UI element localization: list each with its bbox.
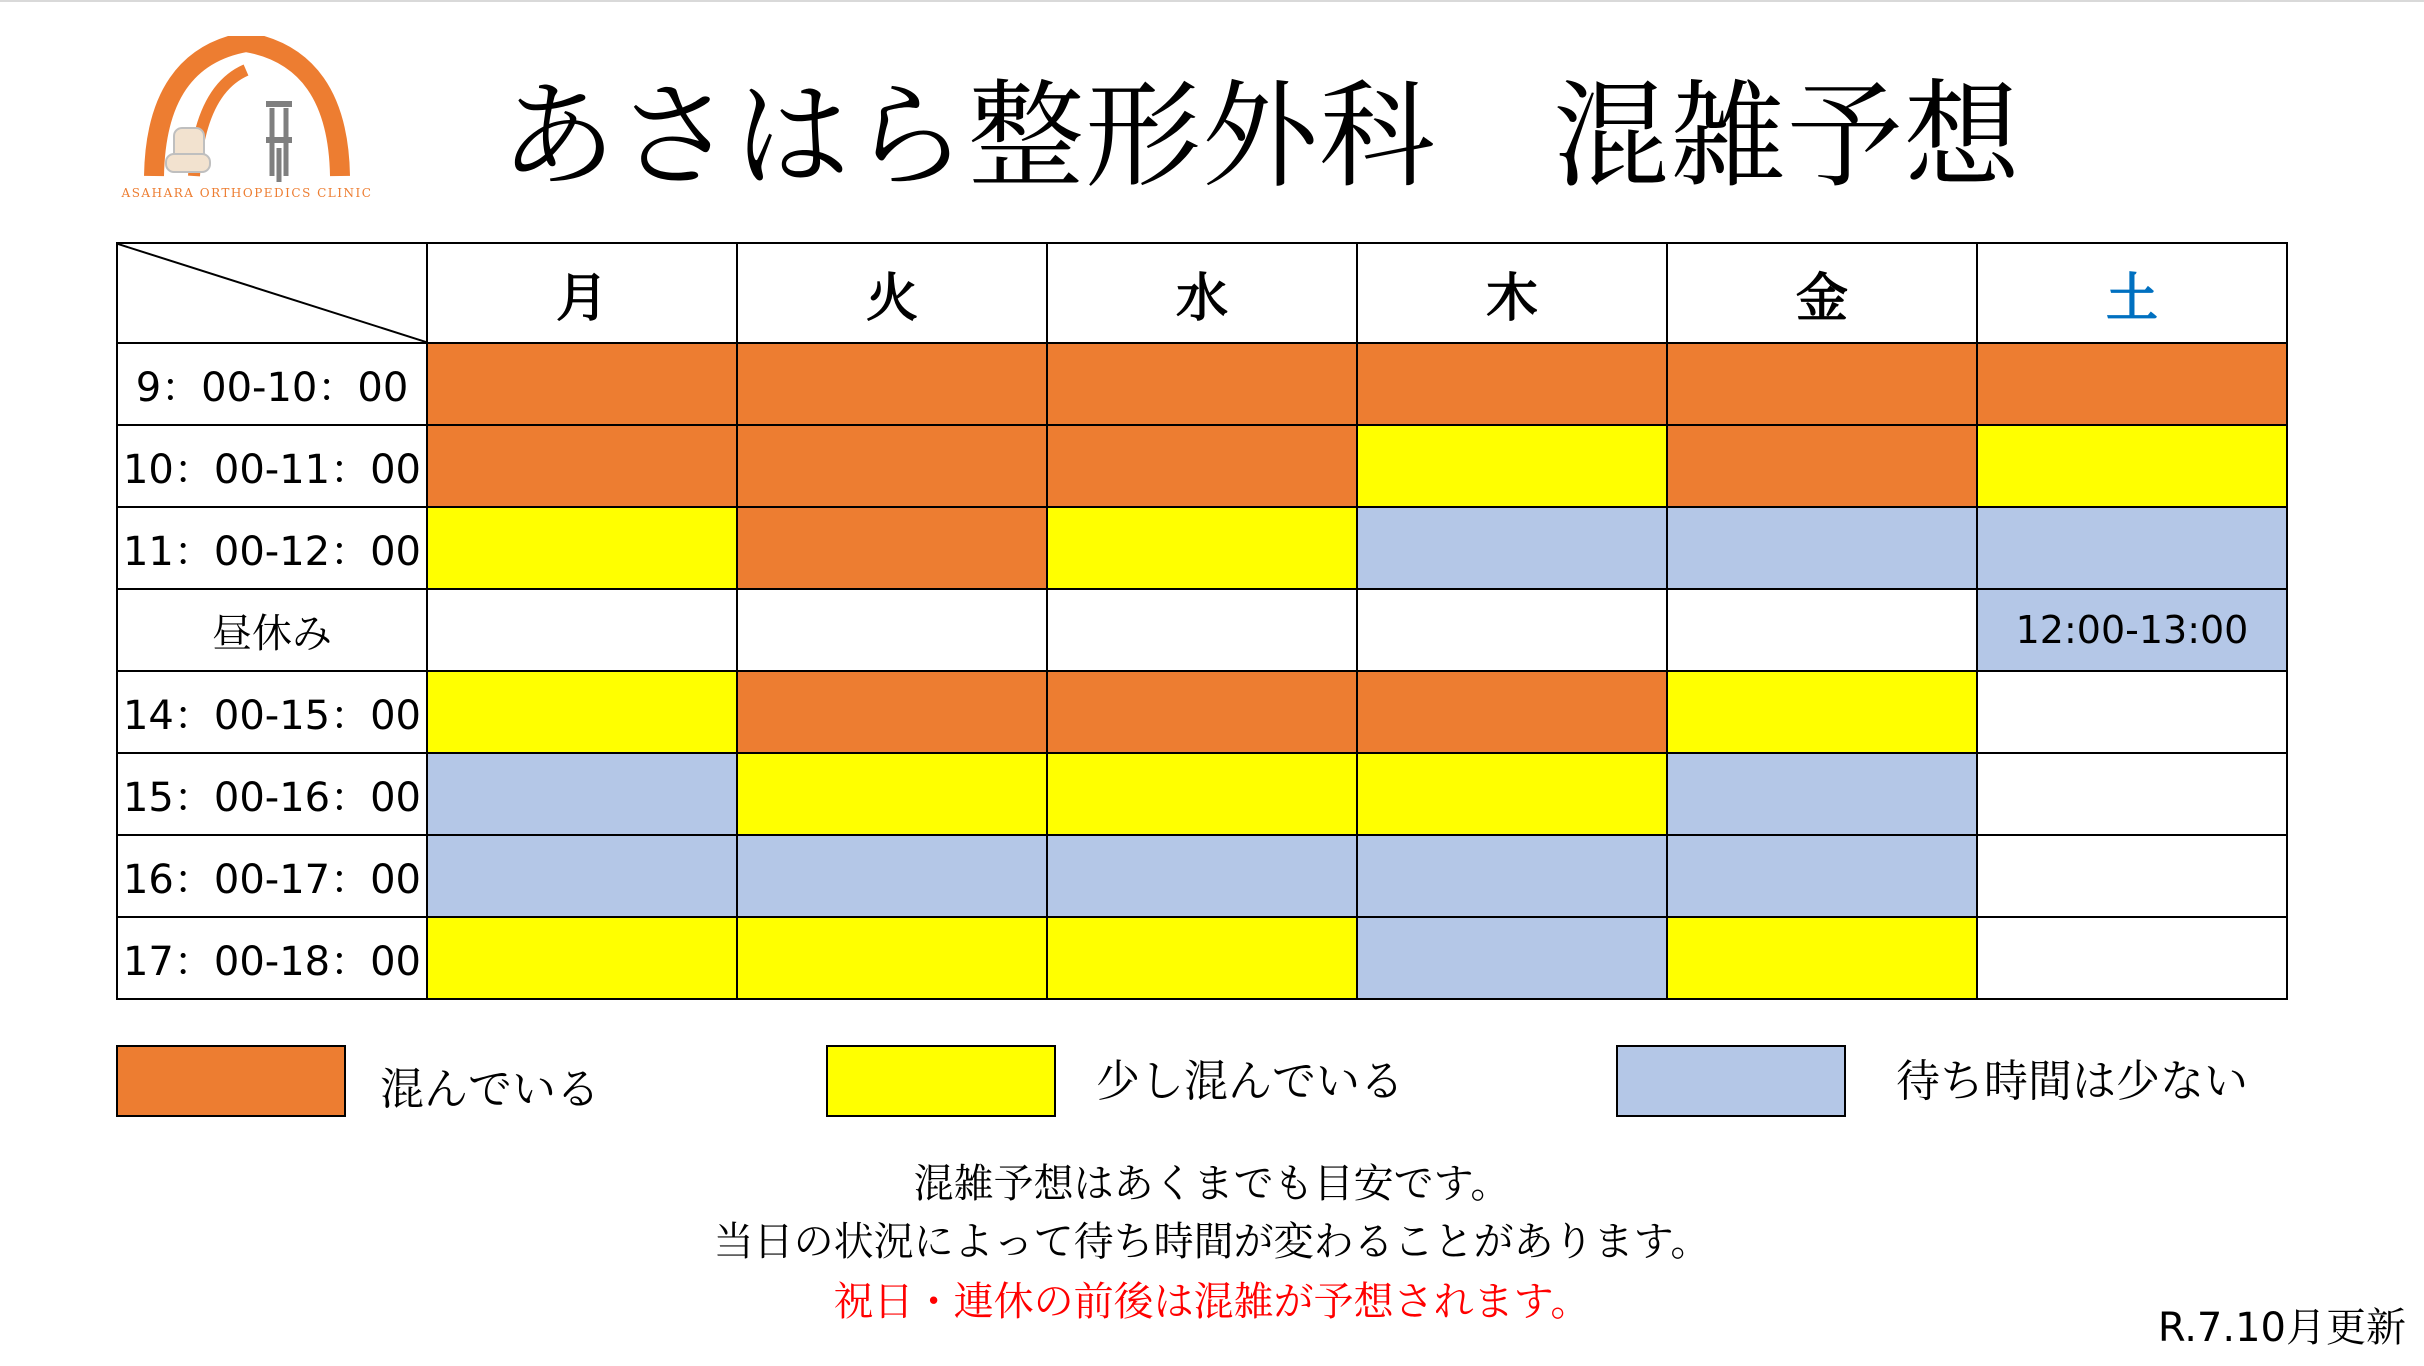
legend-swatch-busy: [116, 1045, 346, 1117]
day-header: 火: [737, 243, 1047, 343]
congestion-cell: [1047, 425, 1357, 507]
congestion-cell: [427, 917, 737, 999]
congestion-cell: [1047, 671, 1357, 753]
time-slot-label: 16：00-17：00: [117, 835, 427, 917]
congestion-cell: [1047, 589, 1357, 671]
diagonal-line: [118, 244, 426, 342]
congestion-cell: [737, 343, 1047, 425]
congestion-cell: [427, 589, 737, 671]
congestion-cell: [1047, 343, 1357, 425]
congestion-cell: [1357, 507, 1667, 589]
congestion-cell: [1977, 343, 2287, 425]
table-row: [117, 343, 2287, 425]
legend-label-somewhat-busy: 少し混んでいる: [1096, 1056, 1404, 1107]
crutch-arch-icon: [116, 36, 378, 186]
congestion-cell: [1357, 671, 1667, 753]
legend-label-busy: 混んでいる: [380, 1064, 600, 1115]
congestion-cell: [1357, 589, 1667, 671]
table-body: [117, 343, 2287, 999]
congestion-cell: [1047, 917, 1357, 999]
day-header: 月: [427, 243, 737, 343]
congestion-cell: [1357, 343, 1667, 425]
time-slot-label: 15：00-16：00: [117, 753, 427, 835]
page-title: あさはら整形外科 混雑予想: [500, 69, 2021, 204]
congestion-cell: [1977, 507, 2287, 589]
table-row: [117, 507, 2287, 589]
time-slot-label: 昼休み: [117, 589, 427, 671]
table-row: [117, 671, 2287, 753]
legend-swatch-short-wait: [1616, 1045, 1846, 1117]
congestion-cell: [1667, 917, 1977, 999]
clinic-logo: [116, 36, 378, 206]
congestion-cell: [1667, 753, 1977, 835]
congestion-cell: [1357, 425, 1667, 507]
congestion-cell: [737, 753, 1047, 835]
congestion-cell: [1977, 425, 2287, 507]
congestion-cell: [1667, 671, 1977, 753]
note-line-holiday-warning: 祝日・連休の前後は混雑が予想されます。: [833, 1279, 1591, 1325]
congestion-cell: [1667, 507, 1977, 589]
congestion-cell: [1977, 835, 2287, 917]
time-slot-label: 10：00-11：00: [117, 425, 427, 507]
header-row: [117, 243, 2287, 343]
congestion-cell: [737, 507, 1047, 589]
day-header: 木: [1357, 243, 1667, 343]
congestion-cell: [1977, 589, 2287, 671]
legend-label-short-wait: 待ち時間は少ない: [1896, 1056, 2248, 1107]
congestion-cell: [1047, 507, 1357, 589]
note-line-wait-time: 当日の状況によって待ち時間が変わることがあります。: [713, 1219, 1711, 1265]
note-line-guideline: 混雑予想はあくまでも目安です。: [913, 1161, 1511, 1207]
congestion-table: [116, 242, 2288, 1000]
congestion-cell: [737, 671, 1047, 753]
logo-text: ASAHARA ORTHOPEDICS CLINIC: [121, 186, 373, 200]
congestion-cell: [427, 835, 737, 917]
congestion-cell: [1667, 589, 1977, 671]
congestion-cell: [1977, 917, 2287, 999]
congestion-cell: [737, 425, 1047, 507]
table-row: [117, 589, 2287, 671]
congestion-cell: [1977, 671, 2287, 753]
table-row: [117, 835, 2287, 917]
congestion-cell: [1357, 835, 1667, 917]
congestion-cell: [427, 425, 737, 507]
congestion-cell: [737, 589, 1047, 671]
day-header: 金: [1667, 243, 1977, 343]
time-slot-label: 14：00-15：00: [117, 671, 427, 753]
congestion-cell: [737, 835, 1047, 917]
day-header: 水: [1047, 243, 1357, 343]
time-slot-label: 11：00-12：00: [117, 507, 427, 589]
congestion-cell: [1357, 917, 1667, 999]
time-slot-label: 9：00-10：00: [117, 343, 427, 425]
table-row: [117, 753, 2287, 835]
congestion-cell: [737, 917, 1047, 999]
congestion-cell: [427, 343, 737, 425]
legend-swatch-somewhat-busy: [826, 1045, 1056, 1117]
congestion-cell: [1667, 343, 1977, 425]
congestion-cell: [427, 671, 737, 753]
congestion-cell: [1357, 753, 1667, 835]
saturday-lunch-hours: 12:00-13:00: [2015, 608, 2249, 652]
table-row: [117, 425, 2287, 507]
corner-cell: [117, 243, 427, 343]
table-row: [117, 917, 2287, 999]
congestion-cell: [1047, 753, 1357, 835]
update-date: R.7.10月更新: [2157, 1305, 2406, 1351]
congestion-cell: [1977, 753, 2287, 835]
congestion-cell: [427, 507, 737, 589]
congestion-cell: [1667, 835, 1977, 917]
congestion-cell: [427, 753, 737, 835]
congestion-cell: [1047, 835, 1357, 917]
congestion-cell: [1667, 425, 1977, 507]
day-header: 土: [1977, 243, 2287, 343]
top-border: [0, 0, 2424, 2]
time-slot-label: 17：00-18：00: [117, 917, 427, 999]
